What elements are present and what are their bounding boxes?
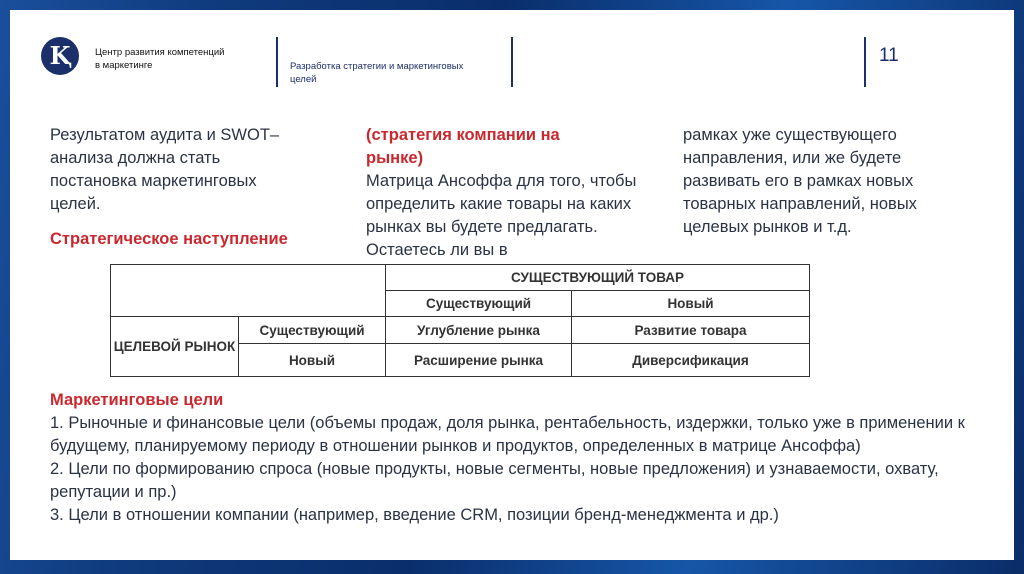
cell-market-development: Расширение рынка — [386, 344, 572, 377]
page-number: 11 — [879, 45, 899, 66]
intro-col-3: рамках уже существующего направления, или же будете развивать его в рамках новых товарных направлений, новых целевых рынков и т.д. — [683, 126, 917, 236]
empty-corner — [111, 265, 386, 317]
goal-item: 1. Рыночные и финансовые цели (объемы продаж, доля рынка, рентабельность, издержки, только уже в применении к будущему, планируемому периоду в отношении рынков и продуктов, определенных в матрице Ансоффа) — [50, 414, 965, 455]
org-name: Центр развития компетенций в маркетинге — [95, 47, 225, 71]
goals-heading: Маркетинговые цели — [50, 391, 224, 409]
cell-market-penetration: Углубление рынка — [386, 317, 572, 344]
intro-text-2: Матрица Ансоффа для того, чтобы определить какие товары на каких рынках вы будете предлагать. Остаетесь ли вы в — [366, 172, 637, 259]
goal-item: 2. Цели по формированию спроса (новые продукты, новые сегменты, новые предложения) и узнаваемости, охвату, репутации и пр.) — [50, 460, 939, 501]
product-header: СУЩЕСТВУЮЩИЙ ТОВАР — [386, 265, 810, 291]
divider — [511, 37, 513, 87]
market-header: ЦЕЛЕВОЙ РЫНОК — [111, 317, 239, 377]
divider — [864, 37, 866, 87]
market-existing: Существующий — [239, 317, 386, 344]
goal-item: 3. Цели в отношении компании (например, введение CRM, позиции бренд-менеджмента и др.) — [50, 506, 779, 524]
intro-col-2 — [366, 124, 666, 262]
intro-col-1 — [50, 124, 340, 251]
ansoff-matrix — [110, 264, 810, 377]
marketing-goals — [50, 389, 990, 527]
product-new: Новый — [572, 291, 810, 317]
hse-logo: Ⱪ — [41, 37, 79, 75]
cell-diversification: Диверсификация — [572, 344, 810, 377]
slide-topic: Разработка стратегии и маркетинговых целей — [290, 61, 464, 85]
strategy-heading: (стратегия компании на рынке) — [366, 126, 560, 167]
product-existing: Существующий — [386, 291, 572, 317]
divider — [276, 37, 278, 87]
intro-text-1: Результатом аудита и SWOT–анализа должна стать постановка маркетинговых целей. — [50, 126, 280, 213]
strategic-offensive-heading: Стратегическое наступление — [50, 230, 288, 248]
cell-product-development: Развитие товара — [572, 317, 810, 344]
market-new: Новый — [239, 344, 386, 377]
